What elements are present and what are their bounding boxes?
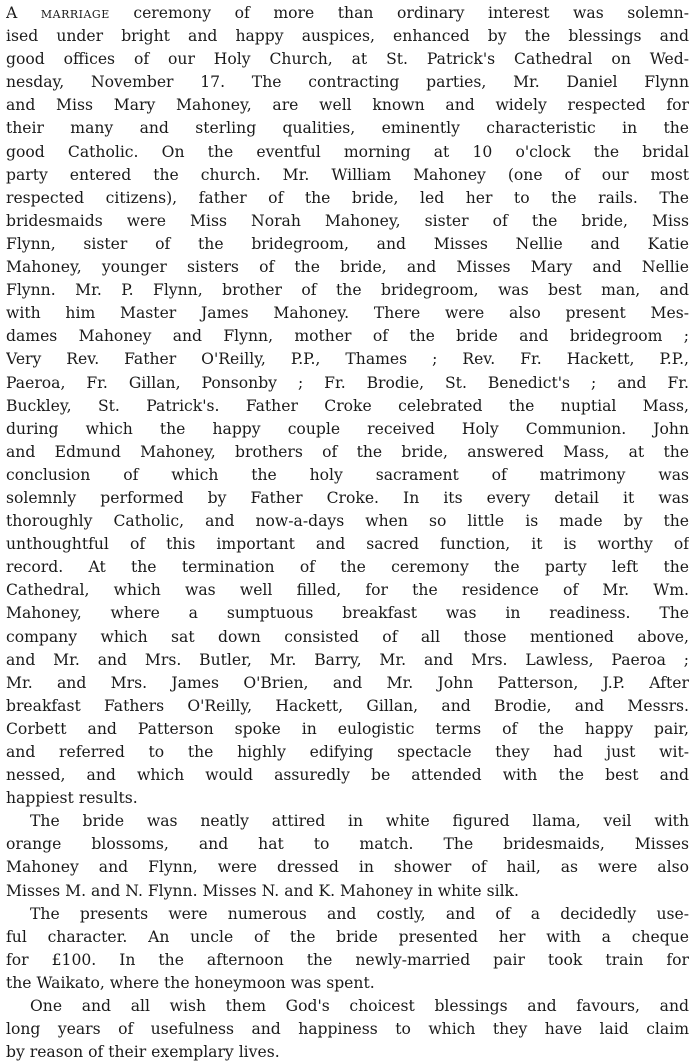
text-line: Flynn. Mr. P. Flynn, brother of the bridegroom, was best man, and [6, 281, 689, 300]
text-line: with him Master James Mahoney. There were also present Mes- [6, 304, 689, 323]
text-line: thoroughly Catholic, and now-a-days when so little is made by the [6, 512, 689, 531]
text-line: the Waikato, where the honeymoon was spent. [6, 973, 375, 992]
text-line: and Edmund Mahoney, brothers of the bride, answered Mass, at the [6, 442, 689, 461]
text-line: good Catholic. On the eventful morning at 10 o'clock the bridal [6, 142, 689, 161]
text-line: during which the happy couple received Holy Communion. John [6, 419, 689, 438]
opening-word: A [6, 4, 18, 22]
paragraph-3 [6, 903, 689, 995]
text-line: and Miss Mary Mahoney, are well known and widely respected for [6, 96, 689, 115]
opening-smallcaps: marriage [40, 4, 110, 22]
text-line: by reason of their exemplary lives. [6, 1043, 280, 1062]
text-line: party entered the church. Mr. William Mahoney (one of our most [6, 165, 689, 184]
text-line: Mr. and Mrs. James O'Brien, and Mr. John Patterson, J.P. After [6, 673, 689, 692]
text-line: and referred to the highly edifying spectacle they had just wit- [6, 743, 689, 761]
text-line: long years of usefulness and happiness to which they have laid claim [6, 1020, 689, 1039]
text-line: Mahoney and Flynn, were dressed in shower of hail, as were also [6, 858, 689, 877]
text-line: The bride was neatly attired in white figured llama, veil with [30, 812, 689, 831]
text-line: Very Rev. Father O'Reilly, P.P., Thames ; Rev. Fr. Hackett, P.P., [6, 350, 689, 369]
text-line: Mahoney, where a sumptuous breakfast was in readiness. The [6, 604, 689, 623]
text-line: solemnly performed by Father Croke. In its every detail it was [6, 488, 689, 507]
text-line: company which sat down consisted of all those mentioned above, [6, 627, 689, 646]
text-line: nessed, and which would assuredly be attended with the best and [6, 766, 689, 785]
text-line: orange blossoms, and hat to match. The bridesmaids, Misses [6, 835, 689, 854]
paragraph-1 [6, 2, 689, 810]
text-line: conclusion of which the holy sacrament of matrimony was [6, 465, 689, 484]
text-line: Mahoney, younger sisters of the bride, and Misses Mary and Nellie [6, 258, 689, 277]
text-line: their many and sterling qualities, eminently characteristic in the [6, 119, 689, 138]
text-line: Buckley, St. Patrick's. Father Croke celebrated the nuptial Mass, [6, 396, 689, 415]
text-line: record. At the termination of the ceremony the party left the [6, 558, 689, 577]
text-line: Paeroa, Fr. Gillan, Ponsonby ; Fr. Brodie, St. Benedict's ; and Fr. [6, 373, 689, 392]
text-line: breakfast Fathers O'Reilly, Hackett, Gillan, and Brodie, and Messrs. [6, 696, 689, 715]
text-line: Flynn, sister of the bridegroom, and Misses Nellie and Katie [6, 234, 689, 253]
paragraph-2 [6, 810, 689, 902]
text-line: and Mr. and Mrs. Butler, Mr. Barry, Mr. and Mrs. Lawless, Paeroa ; [6, 650, 689, 669]
line-text: ceremony of more than ordinary interest was solemn- [109, 4, 689, 22]
text-line: respected citizens), father of the bride, led her to the rails. The [6, 188, 689, 207]
text-line: happiest results. [6, 789, 138, 808]
text-line: bridesmaids were Miss Norah Mahoney, sister of the bride, Miss [6, 211, 689, 230]
text-line: The presents were numerous and costly, and of a decidedly use- [30, 904, 689, 923]
text-line: Misses M. and N. Flynn. Misses N. and K. Mahoney in white silk. [6, 881, 519, 900]
text-line: Corbett and Patterson spoke in eulogistic terms of the happy pair, [6, 719, 689, 738]
text-line: dames Mahoney and Flynn, mother of the bride and bridegroom ; [6, 327, 689, 346]
text-line: nesday, November 17. The contracting parties, Mr. Daniel Flynn [6, 73, 689, 92]
paragraph-4 [6, 995, 689, 1064]
text-line: Cathedral, which was well filled, for the residence of Mr. Wm. [6, 581, 689, 600]
text-line [6, 2, 689, 25]
text-line: ful character. An uncle of the bride presented her with a cheque [6, 927, 689, 946]
text-line: good offices of our Holy Church, at St. Patrick's Cathedral on Wed- [6, 50, 689, 69]
text-line: unthoughtful of this important and sacred function, it is worthy of [6, 535, 689, 554]
text-line: One and all wish them God's choicest blessings and favours, and [30, 997, 689, 1016]
text-line: for £100. In the afternoon the newly-married pair took train for [6, 950, 689, 969]
text-line: ised under bright and happy auspices, enhanced by the blessings and [6, 27, 689, 46]
